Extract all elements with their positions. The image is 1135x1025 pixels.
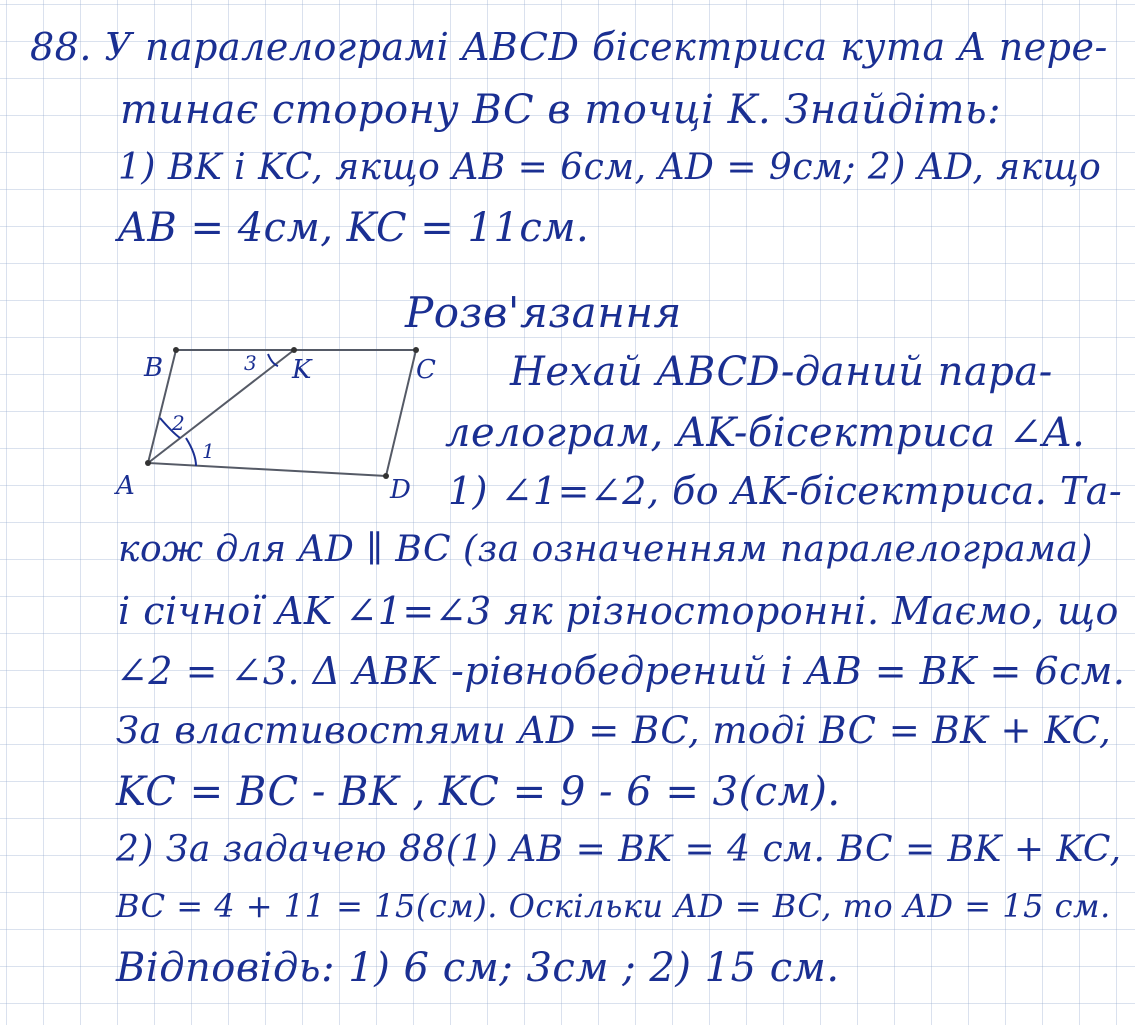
solution-line-10: BC = 4 + 11 = 15(см). Оскільки AD = BC, то AD = 15 см. [116, 887, 1111, 925]
angle-label-1: 1 [202, 439, 215, 463]
problem-line-1: 88. У паралелограмі ABCD бісектриса кута A пере- [30, 25, 1108, 69]
solution-line-9: 2) За задачею 88(1) AB = BK = 4 см. BC = BK + KC, [116, 829, 1122, 870]
solution-line-6: ∠2 = ∠3. Δ ABK -рівнобедрений і AB = BK = 6см. [116, 649, 1126, 693]
solution-title: Розв'язання [405, 288, 682, 337]
solution-line-8: KC = BC - BK , KC = 9 - 6 = 3(см). [116, 769, 841, 815]
vertex-dot-b [173, 347, 179, 353]
label-a: A [116, 471, 135, 501]
parallelogram-abcd [148, 350, 416, 476]
parallelogram-diagram [110, 330, 440, 505]
problem-line-4: AB = 4см, KC = 11см. [118, 205, 590, 251]
label-c: C [416, 355, 436, 385]
solution-line-2: лелограм, AK-бісектриса ∠A. [445, 410, 1086, 456]
problem-line-2: тинає сторону BC в точці K. Знайдіть: [120, 87, 1002, 133]
label-k: K [292, 355, 312, 385]
solution-line-7: За властивостями AD = BC, тоді BC = BK + KC, [116, 709, 1112, 752]
problem-line-3: 1) BK і KC, якщо AB = 6см, AD = 9см; 2) AD, якщо [118, 147, 1102, 188]
solution-line-3: 1) ∠1=∠2, бо AK-бісектриса. Та- [448, 469, 1123, 513]
vertex-dot-c [413, 347, 419, 353]
vertex-dot-d [383, 473, 389, 479]
label-d: D [390, 475, 411, 505]
bisector-ak [148, 350, 294, 463]
angle-label-2: 2 [172, 411, 185, 435]
solution-line-4: кож для AD ∥ BC (за означенням паралелограма) [118, 529, 1093, 570]
solution-line-1: Нехай ABCD-даний пара- [510, 349, 1053, 395]
vertex-dot-k [291, 347, 297, 353]
angle-arc-1 [186, 438, 196, 466]
vertex-dot-a [145, 460, 151, 466]
label-b: B [144, 353, 164, 383]
solution-line-11: Відповідь: 1) 6 см; 3см ; 2) 15 см. [116, 945, 840, 991]
angle-label-3: 3 [244, 351, 257, 375]
solution-line-5: і січної AK ∠1=∠3 як різносторонні. Маємо, що [118, 589, 1119, 633]
